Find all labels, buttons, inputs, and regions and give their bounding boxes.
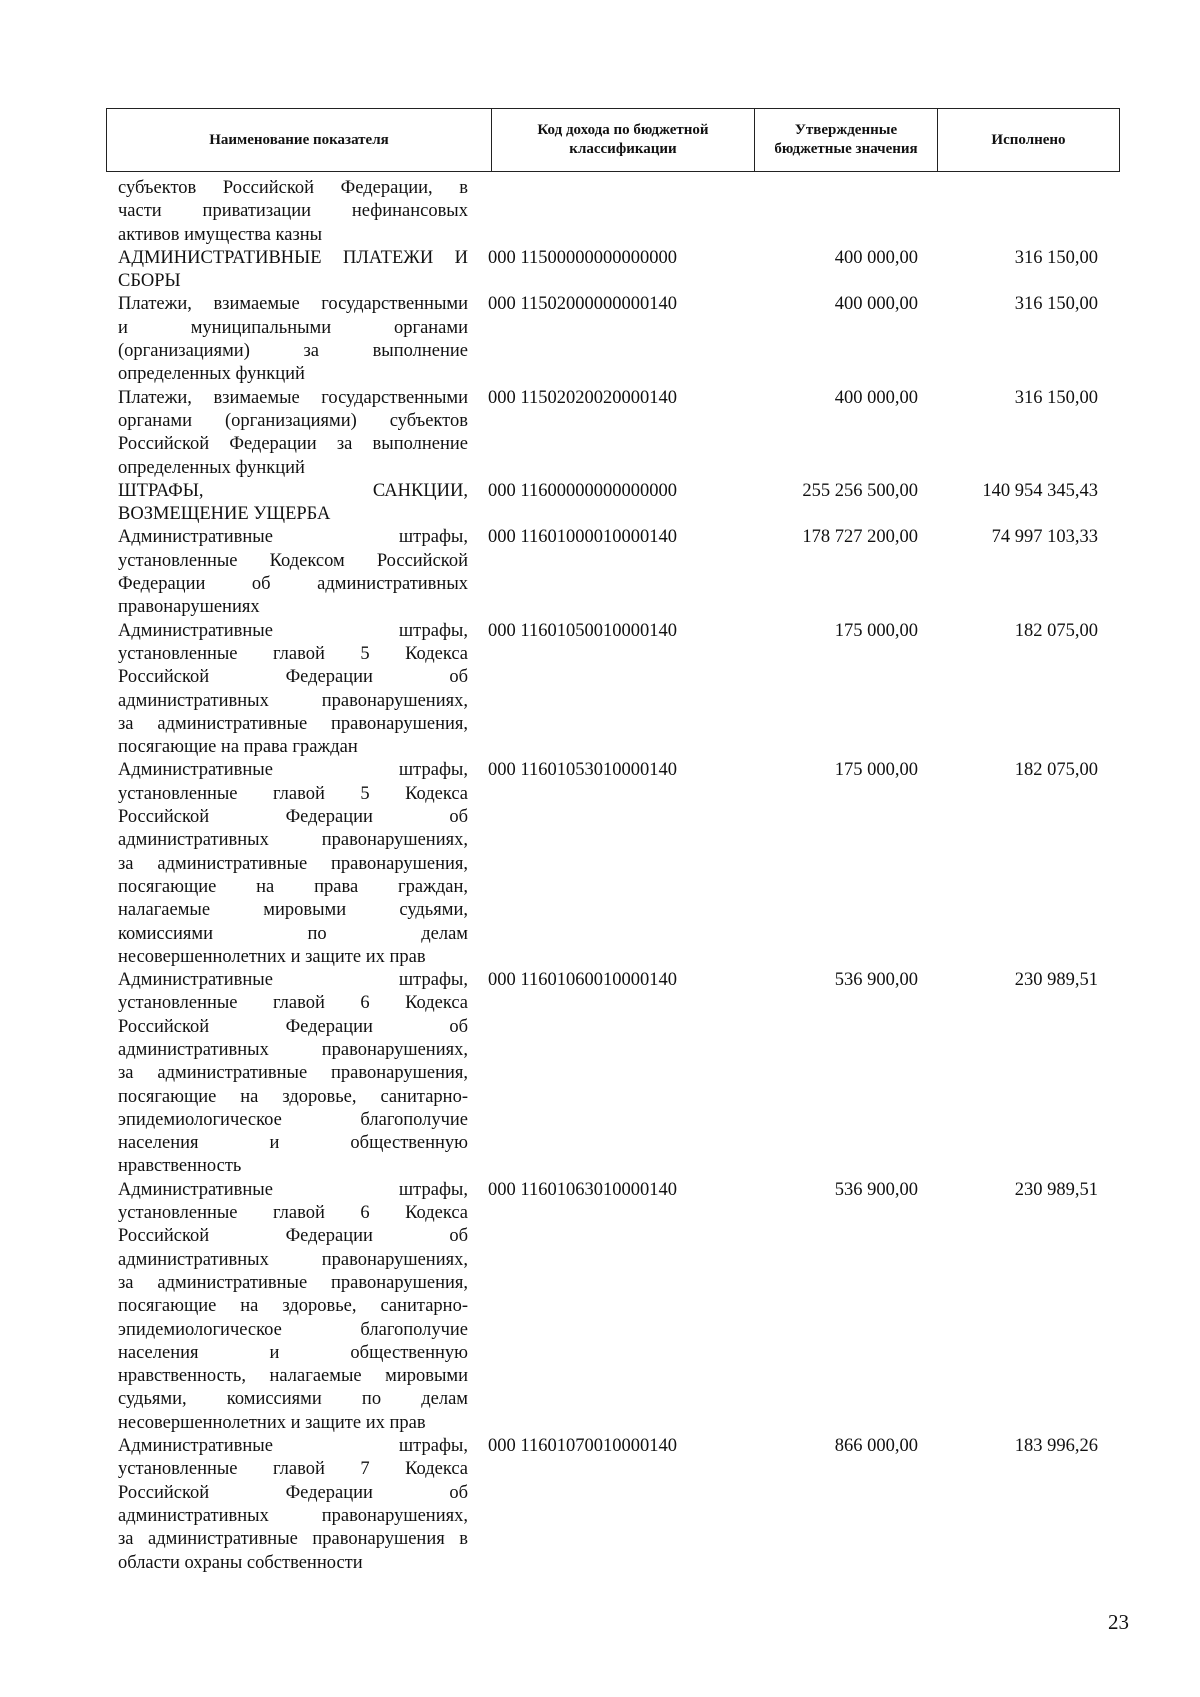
indicator-name-line: эпидемиологическое благополучие	[118, 1319, 468, 1340]
indicator-name-line: Российской Федерации об	[118, 1226, 468, 1247]
indicator-name-line: нравственность, налагаемые мировыми	[118, 1366, 468, 1387]
table-row	[118, 1179, 1118, 1435]
indicator-name-line: населения и общественную	[118, 1342, 468, 1363]
indicator-name-line: Административные штрафы,	[118, 760, 468, 781]
indicator-name	[118, 1435, 468, 1575]
table-row	[118, 526, 1118, 619]
indicator-name	[118, 293, 468, 386]
executed-value: 230 989,51	[1014, 1179, 1098, 1200]
indicator-name	[118, 480, 468, 527]
table-row	[118, 247, 1118, 294]
indicator-name-line: Российской Федерации об	[118, 1482, 468, 1503]
income-code: 000 11502020020000140	[488, 387, 677, 408]
indicator-name-line: органами (организациями) субъектов	[118, 410, 468, 431]
table-header	[106, 108, 1120, 172]
page-number: 23	[1108, 1610, 1129, 1634]
indicator-name-line: установленные главой 7 Кодекса	[118, 1459, 468, 1480]
table-body	[118, 177, 1118, 1575]
income-code: 000 11601000010000140	[488, 527, 677, 548]
indicator-name-line: установленные главой 5 Кодекса	[118, 783, 468, 804]
executed-value: 230 989,51	[1014, 970, 1098, 991]
income-code: 000 11502000000000140	[488, 294, 677, 315]
indicator-name-line: определенных функций	[118, 457, 305, 478]
income-code: 000 11500000000000000	[488, 247, 677, 268]
indicator-name-line: АДМИНИСТРАТИВНЫЕ ПЛАТЕЖИ И	[118, 247, 468, 268]
table-row	[118, 620, 1118, 760]
indicator-name	[118, 969, 468, 1179]
indicator-name-line: за административные правонарушения,	[118, 853, 468, 874]
indicator-name-line: Платежи, взимаемые государственными	[118, 387, 468, 408]
indicator-name-line: административных правонарушениях,	[118, 1039, 468, 1060]
income-code: 000 11601060010000140	[488, 970, 677, 991]
indicator-name-line: административных правонарушениях,	[118, 690, 468, 711]
income-code: 000 11601050010000140	[488, 620, 677, 641]
executed-value: 316 150,00	[1014, 247, 1098, 268]
indicator-name-line: Административные штрафы,	[118, 1436, 468, 1457]
indicator-name-line: несовершеннолетних и защите их прав	[118, 1412, 426, 1433]
indicator-name-line: части приватизации нефинансовых	[118, 201, 468, 222]
indicator-name-line: за административные правонарушения,	[118, 1272, 468, 1293]
header-name: Наименование показателя	[107, 109, 492, 171]
indicator-name-line: (организациями) за выполнение	[118, 341, 468, 362]
executed-value: 183 996,26	[1014, 1436, 1098, 1457]
indicator-name-line: субъектов Российской Федерации, в	[118, 178, 468, 198]
indicator-name-line: несовершеннолетних и защите их прав	[118, 946, 426, 967]
table-row	[118, 1435, 1118, 1575]
executed-value: 182 075,00	[1014, 620, 1098, 641]
indicator-name-line: установленные главой 5 Кодекса	[118, 643, 468, 664]
approved-value: 536 900,00	[834, 1179, 918, 1200]
approved-value: 400 000,00	[834, 387, 918, 408]
header-approved: Утвержденные бюджетные значения	[755, 109, 938, 171]
indicator-name-line: населения и общественную	[118, 1133, 468, 1154]
approved-value: 536 900,00	[834, 970, 918, 991]
indicator-name-line: Платежи, взимаемые государственными	[118, 294, 468, 315]
indicator-name-line: правонарушениях	[118, 597, 260, 618]
approved-value: 178 727 200,00	[802, 527, 918, 548]
income-code: 000 11601070010000140	[488, 1436, 677, 1457]
table-row	[118, 969, 1118, 1179]
indicator-name	[118, 759, 468, 969]
indicator-name-line: Российской Федерации за выполнение	[118, 434, 468, 455]
executed-value: 182 075,00	[1014, 760, 1098, 781]
indicator-name-line: посягающие на права граждан	[118, 737, 358, 758]
indicator-name-line: активов имущества казны	[118, 224, 323, 245]
indicator-name-line: установленные главой 6 Кодекса	[118, 1203, 468, 1224]
approved-value: 400 000,00	[834, 247, 918, 268]
indicator-name-line: Российской Федерации об	[118, 667, 468, 688]
indicator-name-line: и муниципальными органами	[118, 317, 468, 338]
approved-value: 400 000,00	[834, 294, 918, 315]
indicator-name-line: эпидемиологическое благополучие	[118, 1109, 468, 1130]
indicator-name	[118, 526, 468, 619]
indicator-name-line: налагаемые мировыми судьями,	[118, 900, 468, 921]
indicator-name-line: Федерации об административных	[118, 574, 468, 595]
indicator-name	[118, 387, 468, 480]
header-code: Код дохода по бюджетной классификации	[492, 109, 755, 171]
indicator-name-line: судьями, комиссиями по делам	[118, 1389, 468, 1410]
table-row	[118, 759, 1118, 969]
indicator-name-line: административных правонарушениях,	[118, 830, 468, 851]
indicator-name-line: Административные штрафы,	[118, 970, 468, 991]
indicator-name	[118, 620, 468, 760]
indicator-name-line: Российской Федерации об	[118, 807, 468, 828]
indicator-name-line: административных правонарушениях,	[118, 1505, 468, 1526]
indicator-name-line: за административные правонарушения в	[118, 1529, 468, 1550]
indicator-name-line: за административные правонарушения,	[118, 1063, 468, 1084]
approved-value: 175 000,00	[834, 760, 918, 781]
executed-value: 316 150,00	[1014, 294, 1098, 315]
executed-value: 74 997 103,33	[991, 527, 1098, 548]
indicator-name	[118, 177, 468, 247]
indicator-name	[118, 1179, 468, 1435]
indicator-name-line: административных правонарушениях,	[118, 1249, 468, 1270]
approved-value: 866 000,00	[834, 1436, 918, 1457]
indicator-name-line: Административные штрафы,	[118, 620, 468, 641]
indicator-name-line: определенных функций	[118, 364, 305, 385]
table-row	[118, 387, 1118, 480]
indicator-name-line: ШТРАФЫ, САНКЦИИ,	[118, 480, 468, 501]
indicator-name-line: установленные Кодексом Российской	[118, 550, 468, 571]
executed-value: 316 150,00	[1014, 387, 1098, 408]
indicator-name-line: установленные главой 6 Кодекса	[118, 993, 468, 1014]
indicator-name-line: Административные штрафы,	[118, 1179, 468, 1200]
indicator-name	[118, 247, 468, 294]
indicator-name-line: посягающие на здоровье, санитарно-	[118, 1086, 468, 1107]
indicator-name-line: посягающие на здоровье, санитарно-	[118, 1296, 468, 1317]
income-code: 000 11601063010000140	[488, 1179, 677, 1200]
indicator-name-line: СБОРЫ	[118, 271, 181, 292]
approved-value: 175 000,00	[834, 620, 918, 641]
indicator-name-line: посягающие на права граждан,	[118, 876, 468, 897]
indicator-name-line: Административные штрафы,	[118, 527, 468, 548]
income-code: 000 11600000000000000	[488, 480, 677, 501]
income-code: 000 11601053010000140	[488, 760, 677, 781]
indicator-name-line: ВОЗМЕЩЕНИЕ УЩЕРБА	[118, 504, 331, 525]
table-row	[118, 293, 1118, 386]
approved-value: 255 256 500,00	[802, 480, 918, 501]
header-executed: Исполнено	[991, 131, 1066, 148]
table-row	[118, 480, 1118, 527]
indicator-name-line: за административные правонарушения,	[118, 713, 468, 734]
indicator-name-line: области охраны собственности	[118, 1552, 363, 1573]
executed-value: 140 954 345,43	[982, 480, 1098, 501]
indicator-name-line: Российской Федерации об	[118, 1016, 468, 1037]
indicator-name-line: нравственность	[118, 1156, 242, 1177]
indicator-name-line: комиссиями по делам	[118, 923, 468, 944]
table-row	[118, 177, 1118, 247]
